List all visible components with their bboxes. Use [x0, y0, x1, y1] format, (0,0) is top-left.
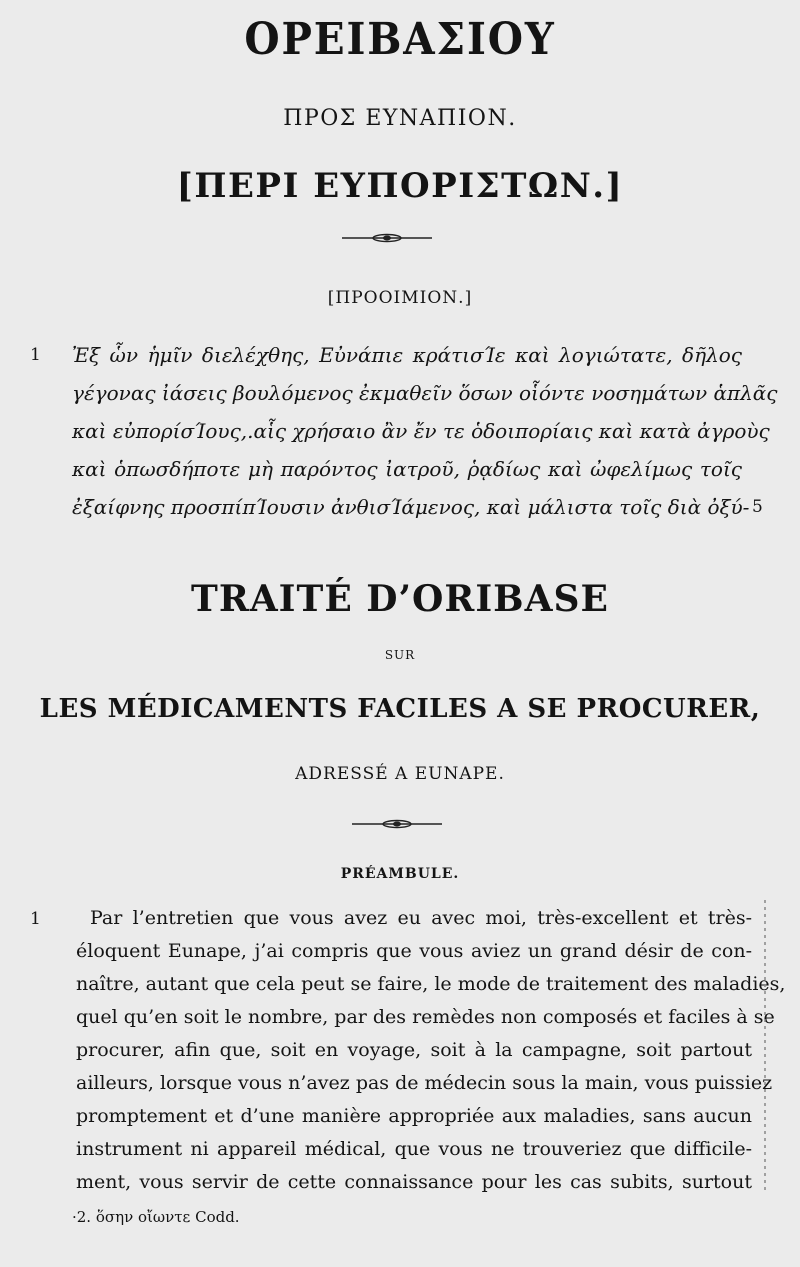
- greek-subtitle: ΠΡΟΣ ΕΥΝΑΠΙΟΝ.: [283, 106, 517, 131]
- french-paragraph: [76, 902, 786, 1199]
- greek-line: γέγονας ἰάσεις βουλόμενος ἐκμαθεῖν ὅσων οἷόντε νοσημάτων ἁπλᾶς: [72, 381, 778, 405]
- french-line: promptement et d’une manière appropriée aux maladies, sans aucun: [76, 1105, 752, 1127]
- french-line: procurer, afin que, soit en voyage, soit à la campagne, soit partout: [76, 1039, 752, 1061]
- french-line: naître, autant que cela peut se faire, le mode de traitement des maladies,: [76, 973, 786, 995]
- greek-paragraph: [72, 336, 778, 526]
- footnote: ·2. ὅσην οἴωντε Codd.: [72, 1208, 240, 1226]
- greek-proem-heading: [ΠΡΟΟΙΜΙΟΝ.]: [327, 288, 473, 308]
- ornament-divider: [0, 819, 800, 829]
- french-line: éloquent Eunape, j’ai compris que vous aviez un grand désir de con-: [76, 940, 752, 962]
- french-line: Par l’entretien que vous avez eu avec moi, très-excellent et très-: [90, 907, 752, 929]
- french-line: quel qu’en soit le nombre, par des remèdes non composés et faciles à se: [76, 1006, 775, 1028]
- greek-line: καὶ εὐπορίσΊους,.αἷς χρήσαιο ἂν ἔν τε ὁδοιπορίαις καὶ κατὰ ἀγροὺς: [72, 419, 770, 443]
- french-subject: LES MÉDICAMENTS FACILES A SE PROCURER,: [39, 694, 761, 724]
- greek-paragraph-number: 1: [30, 345, 41, 365]
- greek-line: καὶ ὁπωσδήποτε μὴ παρόντος ἰατροῦ, ῥᾳδίως καὶ ὠφελίμως τοῖς: [72, 457, 742, 481]
- french-paragraph-number: 1: [30, 909, 41, 929]
- french-title: TRAITÉ D’ORIBASE: [191, 578, 609, 620]
- greek-work-title: [ΠΕΡΙ ΕΥΠΟΡΙΣΤΩΝ.]: [176, 166, 624, 206]
- french-preamble-heading: PRÉAMBULE.: [340, 866, 460, 882]
- binding-edge-marks: [760, 900, 770, 1190]
- greek-title: ΟΡΕΙΒΑΣΙΟΥ: [244, 14, 556, 65]
- french-line: ailleurs, lorsque vous n’avez pas de médecin sous la main, vous puissiez: [76, 1072, 773, 1094]
- french-line: instrument ni appareil médical, que vous ne trouveriez que difficile-: [76, 1138, 752, 1160]
- greek-line: ἐξαίφνης προσπίπΊουσιν ἀνθισΊάμενος, καὶ μάλιστα τοῖς διὰ ὀξύ-: [72, 495, 750, 519]
- french-sur: SUR: [384, 648, 416, 662]
- greek-line: Ἐξ ὧν ἡμῖν διελέχθης, Εὐνάπιε κράτισΊε καὶ λογιώτατε, δῆλος: [72, 343, 742, 367]
- french-addressee: ADRESSÉ A EUNAPE.: [295, 764, 505, 784]
- french-line: ment, vous servir de cette connaissance pour les cas subits, surtout: [76, 1171, 752, 1193]
- greek-line-number: 5: [752, 497, 763, 517]
- ornament-divider: [0, 233, 800, 243]
